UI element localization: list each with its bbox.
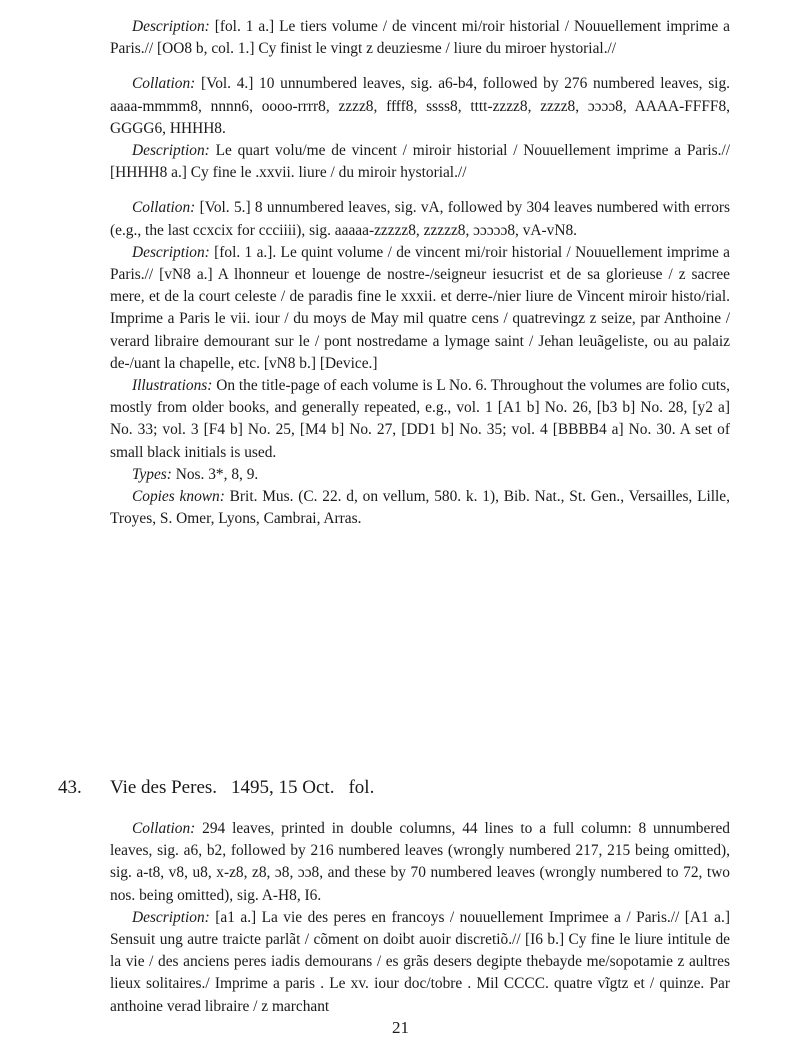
types-paragraph — [110, 464, 730, 486]
collation-paragraph — [110, 818, 730, 907]
paragraph-text: On the title-page of each volume is L No. 6. Throughout the volumes are folio cuts, mostly from older books, and generally repeated, e.g., vol. 1 [A1 b] No. 26, [b3 b] No. 28, [y2 a] No. 33; vol. 3 [F4 b] No. 25, [M4 b] No. 27, [DD1 b] No. 35; vol. 4 [BBBB4 a] No. 30. A set of small black initials is used. — [110, 377, 730, 461]
entry-title: Vie des Peres. — [110, 777, 218, 798]
entry-date: 1495, 15 Oct. — [231, 777, 335, 798]
paragraph-text: 294 leaves, printed in double columns, 44 lines to a full column: 8 unnumbered leaves, sig. a6, b2, followed by 216 numbered leaves (wrongly numbered 217, 215 being omitted), sig. a-t8, v8, u8, x-z8, z8, ɔ8, ɔɔ8, and these by 70 numbered leaves (wrongly numbered to 72, two nos. being omitted), sig. A-H8, I6. — [110, 820, 730, 904]
label-description: Description: — [132, 142, 210, 160]
label-description: Description: — [132, 243, 210, 261]
entry-number: 43. — [58, 777, 82, 798]
copies-paragraph — [110, 486, 730, 530]
paragraph-text: [fol. 1 a.]. Le quint volume / de vincent mi/roir historial / Nouuellement imprime a Paris.// [vN8 a.] A lhonneur et louenge de nostre-/seigneur iesucrist et de sa glorieuse / z sacree mere, et de la court celeste / de paradis fine le xxxii. et derre-/nier liure de Vincent miroir histo/rial. Imprime a Paris le vii. iour / du moys de May mil quatre cens / quatrevingz z seize, par Anthoine / verard libraire demourant sur le / pont nostredame a lymage saint / Jehan leuãgeliste, ou au palaiz de-/uant la chapelle, etc. [vN8 b.] [Device.] — [110, 243, 730, 372]
label-description: Description: — [132, 18, 210, 35]
illustrations-paragraph — [110, 375, 730, 464]
paragraph-text: [a1 a.] La vie des peres en francoys / nouuellement Imprimee a / Paris.// [A1 a.] Sensuit ung autre traicte parlãt / cõment on doibt auoir discretiõ.// [I6 b.] Cy fine le liure intitule de la vie / des anciens peres iadis demourans / es grãs desers degipte thebayde me/sopotamie z aultres lieux solitaires./ Imprime a paris . Le xv. iour doc/tobre . Mil CCCC. quatre vĩgtz et / quinze. Par anthoine verad libraire / z marchant — [110, 908, 730, 1015]
label-types: Types: — [132, 465, 172, 483]
paragraph-text: [Vol. 4.] 10 unnumbered leaves, sig. a6-b4, followed by 276 numbered leaves, sig. aaaa-mmmm8, nnnn6, oooo-rrrr8, zzzz8, ffff8, ssss8, tttt-zzzz8, zzzz8, ɔɔɔɔ8, AAAA-FFFF8, GGGG6, HHHH8. — [110, 75, 730, 137]
description-paragraph — [110, 242, 730, 375]
label-description: Description: — [132, 908, 210, 926]
paragraph-text: Brit. Mus. (C. 22. d, on vellum, 580. k. 1), Bib. Nat., St. Gen., Versailles, Lille, Troyes, S. Omer, Lyons, Cambrai, Arras. — [110, 488, 730, 528]
description-paragraph — [110, 140, 730, 184]
label-copies-known: Copies known: — [132, 488, 225, 506]
page-number: 21 — [392, 1018, 409, 1037]
label-collation: Collation: — [132, 75, 196, 93]
paragraph-text: [Vol. 5.] 8 unnumbered leaves, sig. vA, followed by 304 leaves numbered with errors (e.g., the last ccxcix for ccciiii), sig. aaaaa-zzzzz8, zzzzz8, ɔɔɔɔɔ8, vA-vN8. — [110, 199, 730, 239]
paragraph-text: Nos. 3*, 8, 9. — [171, 465, 259, 483]
collation-paragraph — [110, 197, 730, 241]
label-collation: Collation: — [132, 199, 196, 217]
paragraph-text: [fol. 1 a.] Le tiers volume / de vincent mi/roir historial / Nouuellement imprime a Paris.// [OO8 b, col. 1.] Cy finist le vingt z deuziesme / liure du miroer hystorial.// — [110, 18, 730, 58]
entry-format: fol. — [348, 777, 375, 798]
collation-paragraph — [110, 73, 730, 140]
label-collation: Collation: — [132, 820, 196, 837]
label-illustrations: Illustrations: — [132, 377, 213, 395]
text-column-bottom — [110, 818, 730, 1018]
description-paragraph — [110, 907, 730, 1018]
text-column-top — [110, 16, 730, 530]
description-paragraph — [110, 16, 730, 60]
paragraph-text: Le quart volu/me de vincent / miroir historial / Nouuellement imprime a Paris.// [HHHH8 a.] Cy fine le .xxvii. liure / du miroir hystorial.// — [110, 142, 730, 182]
entry-heading — [58, 776, 738, 800]
